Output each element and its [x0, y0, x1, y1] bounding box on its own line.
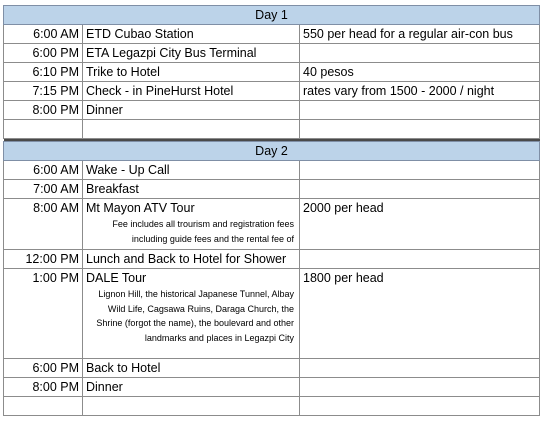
note-cell: 1800 per head	[300, 269, 540, 359]
note-cell	[300, 250, 540, 269]
time-cell: 1:00 PM	[4, 269, 83, 359]
empty-cell	[300, 120, 540, 139]
activity-cell	[83, 269, 300, 359]
table-row	[4, 25, 540, 44]
note-cell	[300, 359, 540, 378]
itinerary-table	[3, 5, 540, 416]
activity-label: Mt Mayon ATV Tour	[86, 201, 195, 215]
activity-cell: ETD Cubao Station	[83, 25, 300, 44]
time-cell: 8:00 AM	[4, 199, 83, 250]
activity-cell: Check - in PineHurst Hotel	[83, 82, 300, 101]
time-cell: 6:00 AM	[4, 161, 83, 180]
activity-cell: Dinner	[83, 101, 300, 120]
table-row	[4, 269, 540, 359]
time-cell: 7:00 AM	[4, 180, 83, 199]
table-row	[4, 63, 540, 82]
note-cell: rates vary from 1500 - 2000 / night	[300, 82, 540, 101]
activity-cell: Lunch and Back to Hotel for Shower	[83, 250, 300, 269]
activity-cell: Wake - Up Call	[83, 161, 300, 180]
day-header	[4, 6, 540, 25]
time-cell: 7:15 PM	[4, 82, 83, 101]
time-cell: 6:00 AM	[4, 25, 83, 44]
table-row	[4, 359, 540, 378]
note-cell	[300, 180, 540, 199]
note-cell: 40 pesos	[300, 63, 540, 82]
table-row	[4, 250, 540, 269]
day-title: Day 1	[4, 6, 540, 25]
day-header	[4, 142, 540, 161]
note-cell	[300, 378, 540, 397]
itinerary-sheet	[3, 5, 539, 416]
time-cell: 8:00 PM	[4, 101, 83, 120]
time-cell: 6:00 PM	[4, 44, 83, 63]
empty-cell	[4, 397, 83, 416]
time-cell: 6:10 PM	[4, 63, 83, 82]
note-cell	[300, 161, 540, 180]
empty-cell	[4, 120, 83, 139]
activity-cell: Back to Hotel	[83, 359, 300, 378]
note-cell	[300, 44, 540, 63]
empty-row	[4, 397, 540, 416]
empty-cell	[300, 397, 540, 416]
empty-row	[4, 120, 540, 139]
time-cell: 12:00 PM	[4, 250, 83, 269]
table-row	[4, 82, 540, 101]
table-row	[4, 199, 540, 250]
table-row	[4, 161, 540, 180]
activity-detail: Lignon Hill, the historical Japanese Tunnel, Albay Wild Life, Cagsawa Ruins, Daraga Church, the Shrine (forgot the name), the boulevard and other landmarks and places in Legazpi City	[96, 289, 294, 343]
day-title: Day 2	[4, 142, 540, 161]
activity-cell: Dinner	[83, 378, 300, 397]
activity-cell: ETA Legazpi City Bus Terminal	[83, 44, 300, 63]
time-cell: 6:00 PM	[4, 359, 83, 378]
time-cell: 8:00 PM	[4, 378, 83, 397]
activity-detail: Fee includes all trourism and registration fees including guide fees and the rental fee of	[112, 219, 294, 244]
table-row	[4, 44, 540, 63]
note-cell	[300, 101, 540, 120]
activity-cell	[83, 199, 300, 250]
activity-cell: Trike to Hotel	[83, 63, 300, 82]
activity-label: DALE Tour	[86, 271, 147, 285]
note-cell: 550 per head for a regular air-con bus	[300, 25, 540, 44]
empty-cell	[83, 397, 300, 416]
table-row	[4, 101, 540, 120]
note-cell: 2000 per head	[300, 199, 540, 250]
table-row	[4, 180, 540, 199]
empty-cell	[83, 120, 300, 139]
table-row	[4, 378, 540, 397]
activity-cell: Breakfast	[83, 180, 300, 199]
